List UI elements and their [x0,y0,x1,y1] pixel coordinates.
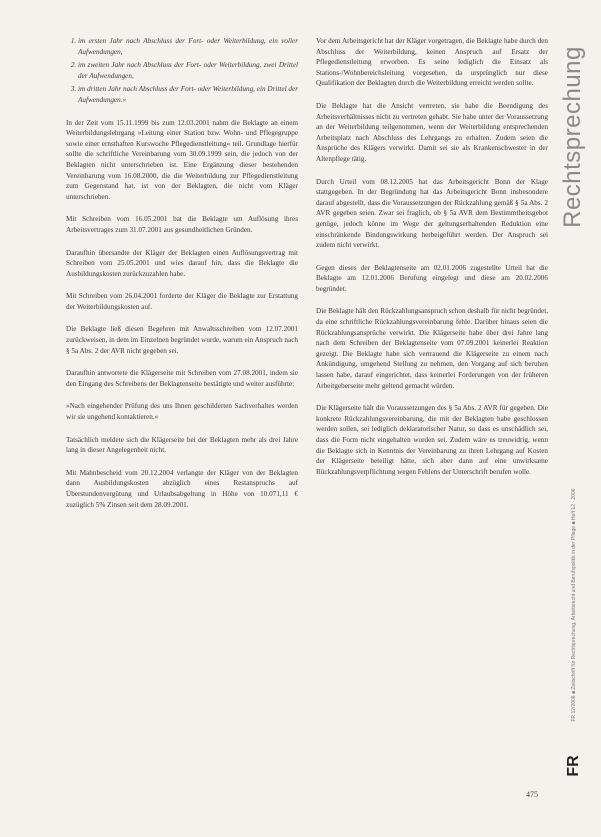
paragraph: Die Klägerseite hält die Voraussetzungen des § 5a Abs. 2 AVR für gegeben. Die konkrete Rückzahlungsvereinbarung, die mit der Beklagten habe geschlossen werden sollen, sei lediglich deklaratorischer Natur, so dass es unschädlich sei, dass die Form nicht eingehalten worden sei. Zudem wäre es treuwidrig, wenn die Beklagte sich in Kenntnis der Vereinbarung zu ihren Lehrgang auf Kosten der Klägerseite beteiligt hätte, sich aber dann auf eine unwirksame Rückzahlungsverpflichtung wegen Fehlens der Unterschrift berufen wolle. [316,404,548,476]
page-number: 475 [526,790,538,799]
paragraph: In der Zeit vom 15.11.1999 bis zum 12.03.2001 nahm die Beklagte an einem Weiterbildungslehrgang »Leitung einer Station bzw. Wohn- und Pflegegruppe sowie einer ernsthaften Kurswoche Pflegedienstleitung« teil. Grundlage hierfür sollte die schriftliche Vereinbarung vom 30.09.1999 sein, die jedoch von der Beklagten nicht unterschrieben ist. Eine Ergänzung dieser bestehenden Vereinbarung vom 16.08.2000, die die Weiterbildung zur Pflegedienstleitung zum Gegenstand hat, ist von der Beklagten, die nicht vom Kläger unterschrieben. [66,118,298,201]
right-column [316,36,548,489]
paragraph: Daraufhin übersandte der Kläger der Beklagten einen Auflösungsvertrag mit Schreiben vom 25.05.2001 und wies darauf hin, dass die Beklagte die Ausbildungskosten zurückzuzahlen habe. [66,248,298,278]
list-item: 3. im dritten Jahr nach Abschluss der Fort- oder Weiterbildung, ein Drittel der Aufwendungen.« [78,84,298,105]
section-title-text: Rechtsprechung [559,46,586,228]
journal-meta-text: FR 12/2006 ■ Zeitschrift für Rechtsprechung, Arbeitsrecht und Berufspolitik in der Pflege ■ Heft 12 · 2006 [571,488,577,722]
paragraph: Tatsächlich meldete sich die Klägerseite bei der Beklagten mehr als drei Jahre lang in dieser Angelegenheit nicht. [66,435,298,455]
paragraph: Mit Schreiben vom 16.05.2001 bat die Beklagte um Auflösung ihres Arbeitsvertrages zum 31.07.2001 aus gesundheitlichen Gründen. [66,215,298,234]
paragraph: Die Beklagte hat die Ansicht vertreten, sie habe die Beendigung des Arbeitsverhältnisses nicht zu vertreten gehabt. Sie habe unter der Voraussetzung an der Weiterbildung teilgenommen, wenn der Weiterbildung entsprechenden Arbeitsplatz nach Abschluss des Lehrgangs zu erhalten. Zudem seien die Ansprüche des Klägers verwirkt. Damit sei sie als Krankenschwester in der Altenpflege tätig. [316,101,548,163]
list-item: 1. im ersten Jahr nach Abschluss der Fort- oder Weiterbildung, ein voller Aufwendungen, [78,36,298,57]
list-item: 2. im zweiten Jahr nach Abschluss der Fort- oder Weiterbildung, zwei Drittel der Aufwendungen, [78,60,298,81]
journal-meta [568,430,580,780]
paragraph: Durch Urteil vom 08.12.2005 hat das Arbeitsgericht Bonn der Klage stattgegeben. In der Begründung hat das Arbeitsgericht Bonn insbesondere darauf abgestellt, dass die Voraussetzungen der Rückzahlung gemäß § 5a Abs. 2 AVR gegeben seien. Zwar sei fraglich, ob § 5a AVR dem Bestimmtheitsgebot genüge, jedoch könne im Wege der geltungserhaltenden Reduktion eine einschränkende Bindungswirkung herbeigeführt werden. Der Anspruch sei zudem nicht verwirkt. [316,177,548,250]
quote-paragraph: »Nach eingehender Prüfung des uns Ihnen geschilderten Sachverhaltes werden wir sie ungehend kontaktieren.« [66,402,298,422]
journal-logo-text: FR [565,755,582,777]
paragraph: Die Beklagte hält den Rückzahlungsanspruch schon deshalb für nicht begründet, da eine schriftliche Rückzahlungsvereinbarung fehle. Darüber hinaus seien die Rückzahlungsansprüche verwirkt. Die Klägerseite habe über drei Jahre lang nach dem Schreiben der Beklagtenseite vom 07.09.2001 keinerlei Reaktion gezeigt. Die Beklagte habe sich vertrauend die Klägerseite zu einem nach Ankündigung, umgehend Stellung zu nehmen, den Vorgang auf sich beruhen lassen habe, darauf eingerichtet, dass keinerlei Forderungen von der früheren Arbeitgeberseite mehr geltend gemacht würden. [316,307,548,390]
paragraph: Gegen dieses der Beklagtenseite am 02.01.2006 zugestellte Urteil hat die Beklagte am 12.01.2006 Berufung eingelegt und diese am 20.02.2006 begründet. [316,263,548,293]
left-column [66,36,298,522]
journal-logo [561,748,587,784]
section-title [553,32,593,242]
paragraph: Mit Mahnbescheid vom 20.12.2004 verlangte der Kläger von der Beklagten dann Ausbildungskosten abzüglich eines Restanspruchs auf Überstundenvergütung und Urlaubsabgeltung in Höhe von 10.071,11 € zuzüglich 5% Zinsen seit dem 28.09.2001. [66,468,298,509]
rule-list [66,36,298,106]
paragraph: Daraufhin antwortete die Klägerseite mit Schreiben vom 27.08.2001, indem sie den Eingang des Schreibens der Beklagtenseite bestätigte und weiter ausführte: [66,369,298,388]
paragraph: Mit Schreiben vom 26.04.2001 forderte der Kläger die Beklagte zur Erstattung der Weiterbildungskosten auf. [66,292,298,311]
paragraph: Die Beklagte ließ diesen Begehren mit Anwaltsschreiben vom 12.07.2001 zurückweisen, in dem im Einzelnen begründet wurde, warum ein Anspruch nach § 5a Abs. 2 der AVR nicht gegeben sei. [66,325,298,355]
paragraph: Vor dem Arbeitsgericht hat der Kläger vorgetragen, die Beklagte habe durch den Abschluss der Weiterbildung, keinen Anspruch auf Ersatz der Pflegedienstleitung erworben. Es seine lediglich die Einsatz als Stations-/Wohnbereichsleitung vorgesehen, da ursprünglich nur diese Qualifikation der Beklagten durch die Weiterbildung erreicht werden sollte. [316,37,548,88]
